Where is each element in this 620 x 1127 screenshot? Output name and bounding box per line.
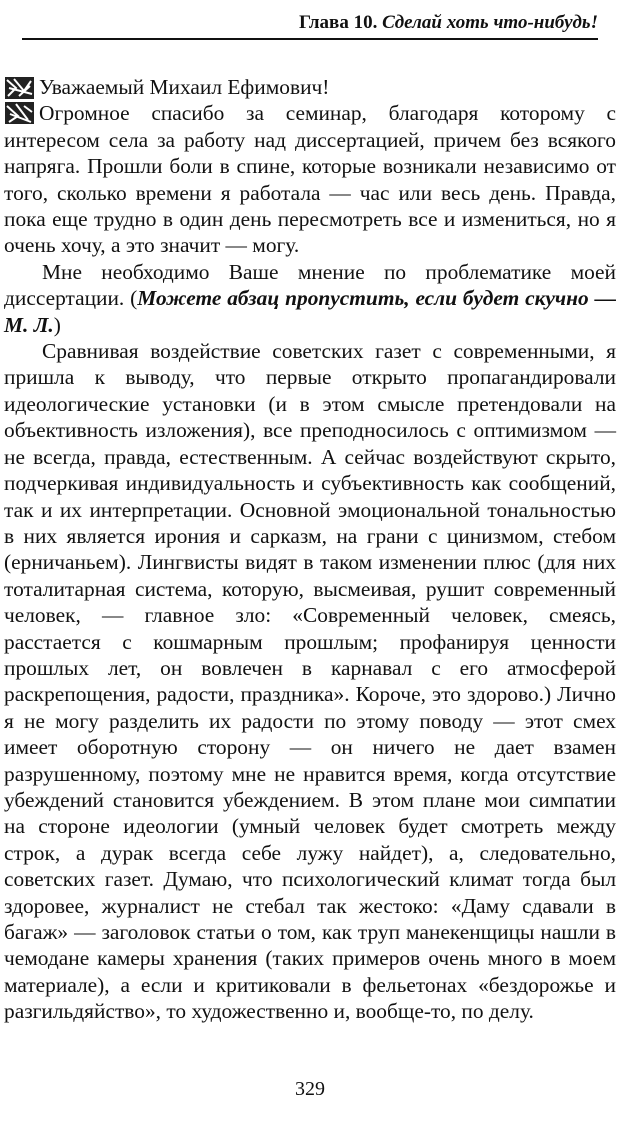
letter-body xyxy=(4,74,616,1025)
letter-opening xyxy=(4,74,616,259)
paragraph-2-end: ) xyxy=(53,312,61,337)
chapter-title: Сделай хоть что-нибудь! xyxy=(382,12,598,33)
ornament-icon xyxy=(4,76,35,126)
paragraph-2 xyxy=(4,259,616,338)
page-number: 329 xyxy=(295,1078,325,1100)
running-header xyxy=(22,8,598,40)
paragraph-1: Огромное спасибо за семинар, благодаря которому с интересом села за работу над диссертацией, причем без всякого напряга. Прошли боли в спине, которые возникали независимо от того, сколько времени я работала — час или весь день. Правда, пока еще трудно в один день пересмотреть все и измениться, но я очень хочу, а это значит — могу. xyxy=(4,101,616,258)
paragraph-3: Сравнивая воздействие советских газет с современными, я пришла к выводу, что первые открыто пропагандировали идеологические установки (и в этом смысле претендовали на объективность изложения), все преподносилось с оптимизмом — не всегда, правда, естественным. А сейчас воздействуют скрыто, подчеркивая индивидуальность и субъективность как сообщений, так и их интерпретации. Основной эмоциональной тональностью в них является ирония и сарказм, на грани с цинизмом, стебом (ерничаньем). Лингвисты видят в таком изменении плюс (для них тоталитарная система, которую, высмеивая, рушит современный человек, — главное зло: «Современный человек, смеясь, расстается с кошмарным прошлым; профанируя ценности прошлых лет, он вовлечен в карнавал с его атмосферой раскрепощения, радости, праздника». Короче, это здорово.) Лично я не могу разделить их радости по этому поводу — этот смех имеет оборотную сторону — он ничего не дает взамен разрушенному, поэтому мне не нравится время, когда отсутствие убеждений становится убеждением. В этом плане мои симпатии на стороне идеологии (умный человек будет смотреть между строк, а дурак всегда себе лужу найдет), а, следовательно, советских газет. Думаю, что психологический климат тогда был здоровее, журналист не стебал так жестоко: «Даму сдавали в багаж» — заголовок статьи о том, как труп манекенщицы нашли в чемодане камеры хранения (таких примеров очень много в моем материале), а если и критиковали в фельетонах «бездорожье и разгильдяйство», то художественно и, вообще-то, по делу. xyxy=(4,339,616,1024)
salutation: Уважаемый Михаил Ефимович! xyxy=(39,75,330,99)
paragraph-2-text: Мне необходимо Ваше мнение по проблематике моей диссертации. ( xyxy=(4,259,616,311)
editor-note: Можете абзац пропустить, если будет скучно — М. Л. xyxy=(4,286,616,337)
chapter-label: Глава 10. xyxy=(298,12,378,33)
